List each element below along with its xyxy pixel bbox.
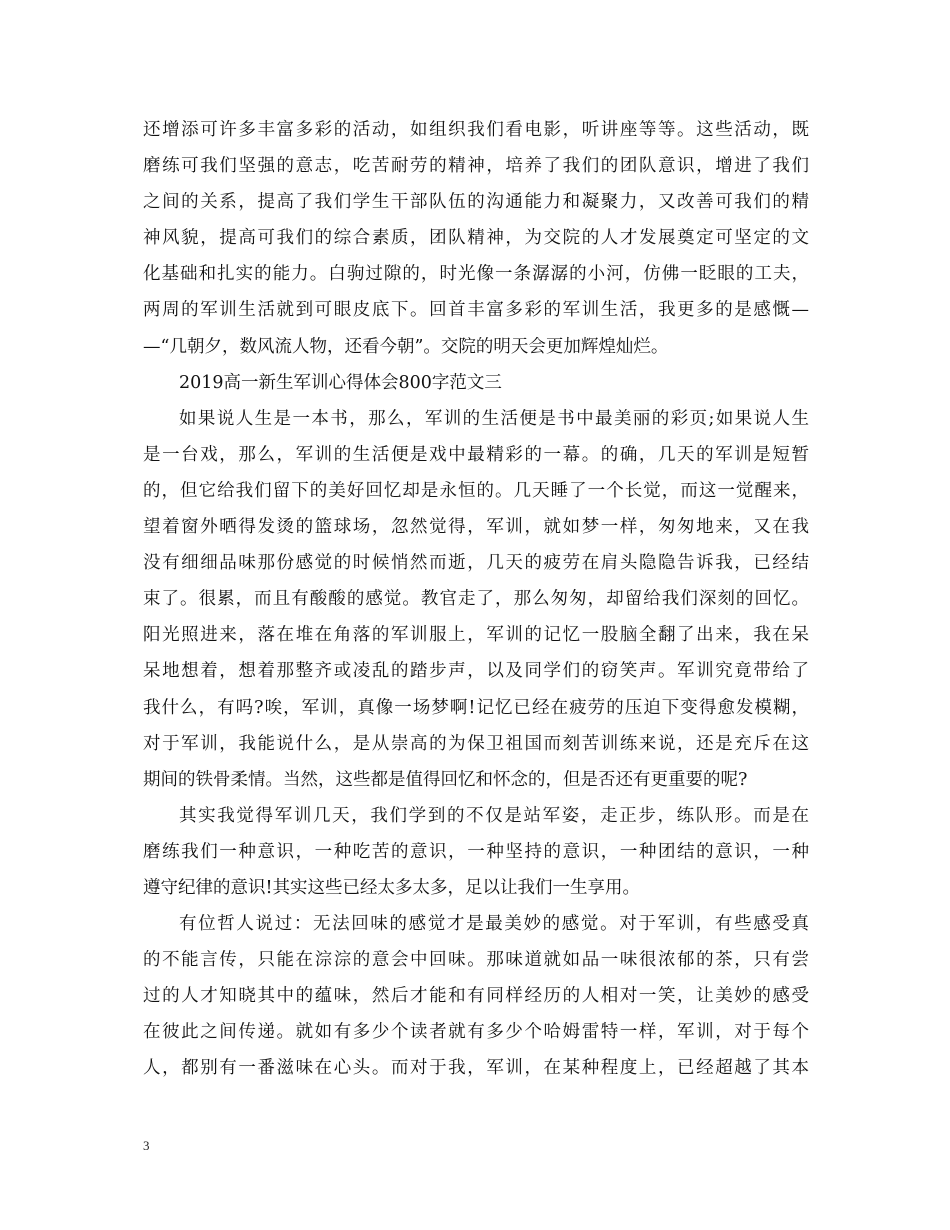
- text-line: 在彼此之间传递。就如有多少个读者就有多少个哈姆雷特一样，军训，对于每个: [143, 1022, 809, 1043]
- text-line: —“几朝夕，数风流人物，还看今朝”。交院的明天会更加辉煌灿烂。: [143, 336, 669, 357]
- text-line: 人，都别有一番滋味在心头。而对于我，军训，在某种程度上，已经超越了其本: [143, 1058, 809, 1079]
- text-line: 望着窗外晒得发烫的篮球场，忽然觉得，军训，就如梦一样，匆匆地来，又在我: [143, 517, 809, 538]
- text-line: 其实我觉得军训几天，我们学到的不仅是站军姿，走正步，练队形。而是在: [179, 805, 809, 826]
- text-line: 磨练我们一种意识，一种吃苦的意识，一种坚持的意识，一种团结的意识，一种: [143, 841, 809, 862]
- text-line: 有位哲人说过：无法回味的感觉才是最美妙的感觉。对于军训，有些感受真: [179, 914, 809, 935]
- text-line: 没有细细品味那份感觉的时候悄然而逝，几天的疲劳在肩头隐隐告诉我，已经结: [143, 553, 809, 574]
- text-line: 阳光照进来，落在堆在角落的军训服上，军训的记忆一股脑全翻了出来，我在呆: [143, 625, 809, 646]
- body-text: [143, 112, 809, 1087]
- text-line: 过的人才知晓其中的蕴味，然后才能和有同样经历的人相对一笑，让美妙的感受: [143, 986, 809, 1007]
- text-line: 我什么，有吗?唉，军训，真像一场梦啊!记忆已经在疲劳的压迫下变得愈发模糊，: [143, 697, 809, 718]
- section-heading: 2019高一新生军训心得体会800字范文三: [179, 372, 502, 393]
- text-line: 呆地想着，想着那整齐或凌乱的踏步声，以及同学们的窃笑声。军训究竟带给了: [143, 661, 809, 682]
- text-line: 神风貌，提高可我们的综合素质，团队精神，为交院的人才发展奠定可坚定的文: [143, 228, 809, 249]
- text-line: 的，但它给我们留下的美好回忆却是永恒的。几天睡了一个长觉，而这一觉醒来，: [143, 480, 809, 501]
- text-line: 化基础和扎实的能力。白驹过隙的，时光像一条潺潺的小河，仿佛一眨眼的工夫，: [143, 264, 809, 285]
- text-line: 如果说人生是一本书，那么，军训的生活便是书中最美丽的彩页;如果说人生: [179, 408, 809, 429]
- text-line: 之间的关系，提高了我们学生干部队伍的沟通能力和凝聚力，又改善可我们的精: [143, 192, 809, 213]
- page-number: 3: [143, 1138, 150, 1153]
- text-line: 磨练可我们坚强的意志，吃苦耐劳的精神，培养了我们的团队意识，增进了我们: [143, 156, 809, 177]
- text-line: 期间的铁骨柔情。当然，这些都是值得回忆和怀念的，但是否还有更重要的呢?: [143, 769, 748, 790]
- text-line: 还增添可许多丰富多彩的活动，如组织我们看电影，听讲座等等。这些活动，既: [143, 120, 809, 140]
- text-line: 束了。很累，而且有酸酸的感觉。教官走了，那么匆匆，却留给我们深刻的回忆。: [143, 589, 809, 610]
- text-line: 的不能言传，只能在淙淙的意会中回味。那味道就如品一味很浓郁的茶，只有尝: [143, 950, 809, 971]
- text-line: 遵守纪律的意识!其实这些已经太多太多，足以让我们一生享用。: [143, 877, 641, 898]
- text-line: 两周的军训生活就到可眼皮底下。回首丰富多彩的军训生活，我更多的是感慨—: [143, 300, 809, 321]
- text-line: 是一台戏，那么，军训的生活便是戏中最精彩的一幕。的确，几天的军训是短暂: [143, 444, 809, 465]
- text-line: 对于军训，我能说什么，是从崇高的为保卫祖国而刻苦训练来说，还是充斥在这: [143, 733, 809, 754]
